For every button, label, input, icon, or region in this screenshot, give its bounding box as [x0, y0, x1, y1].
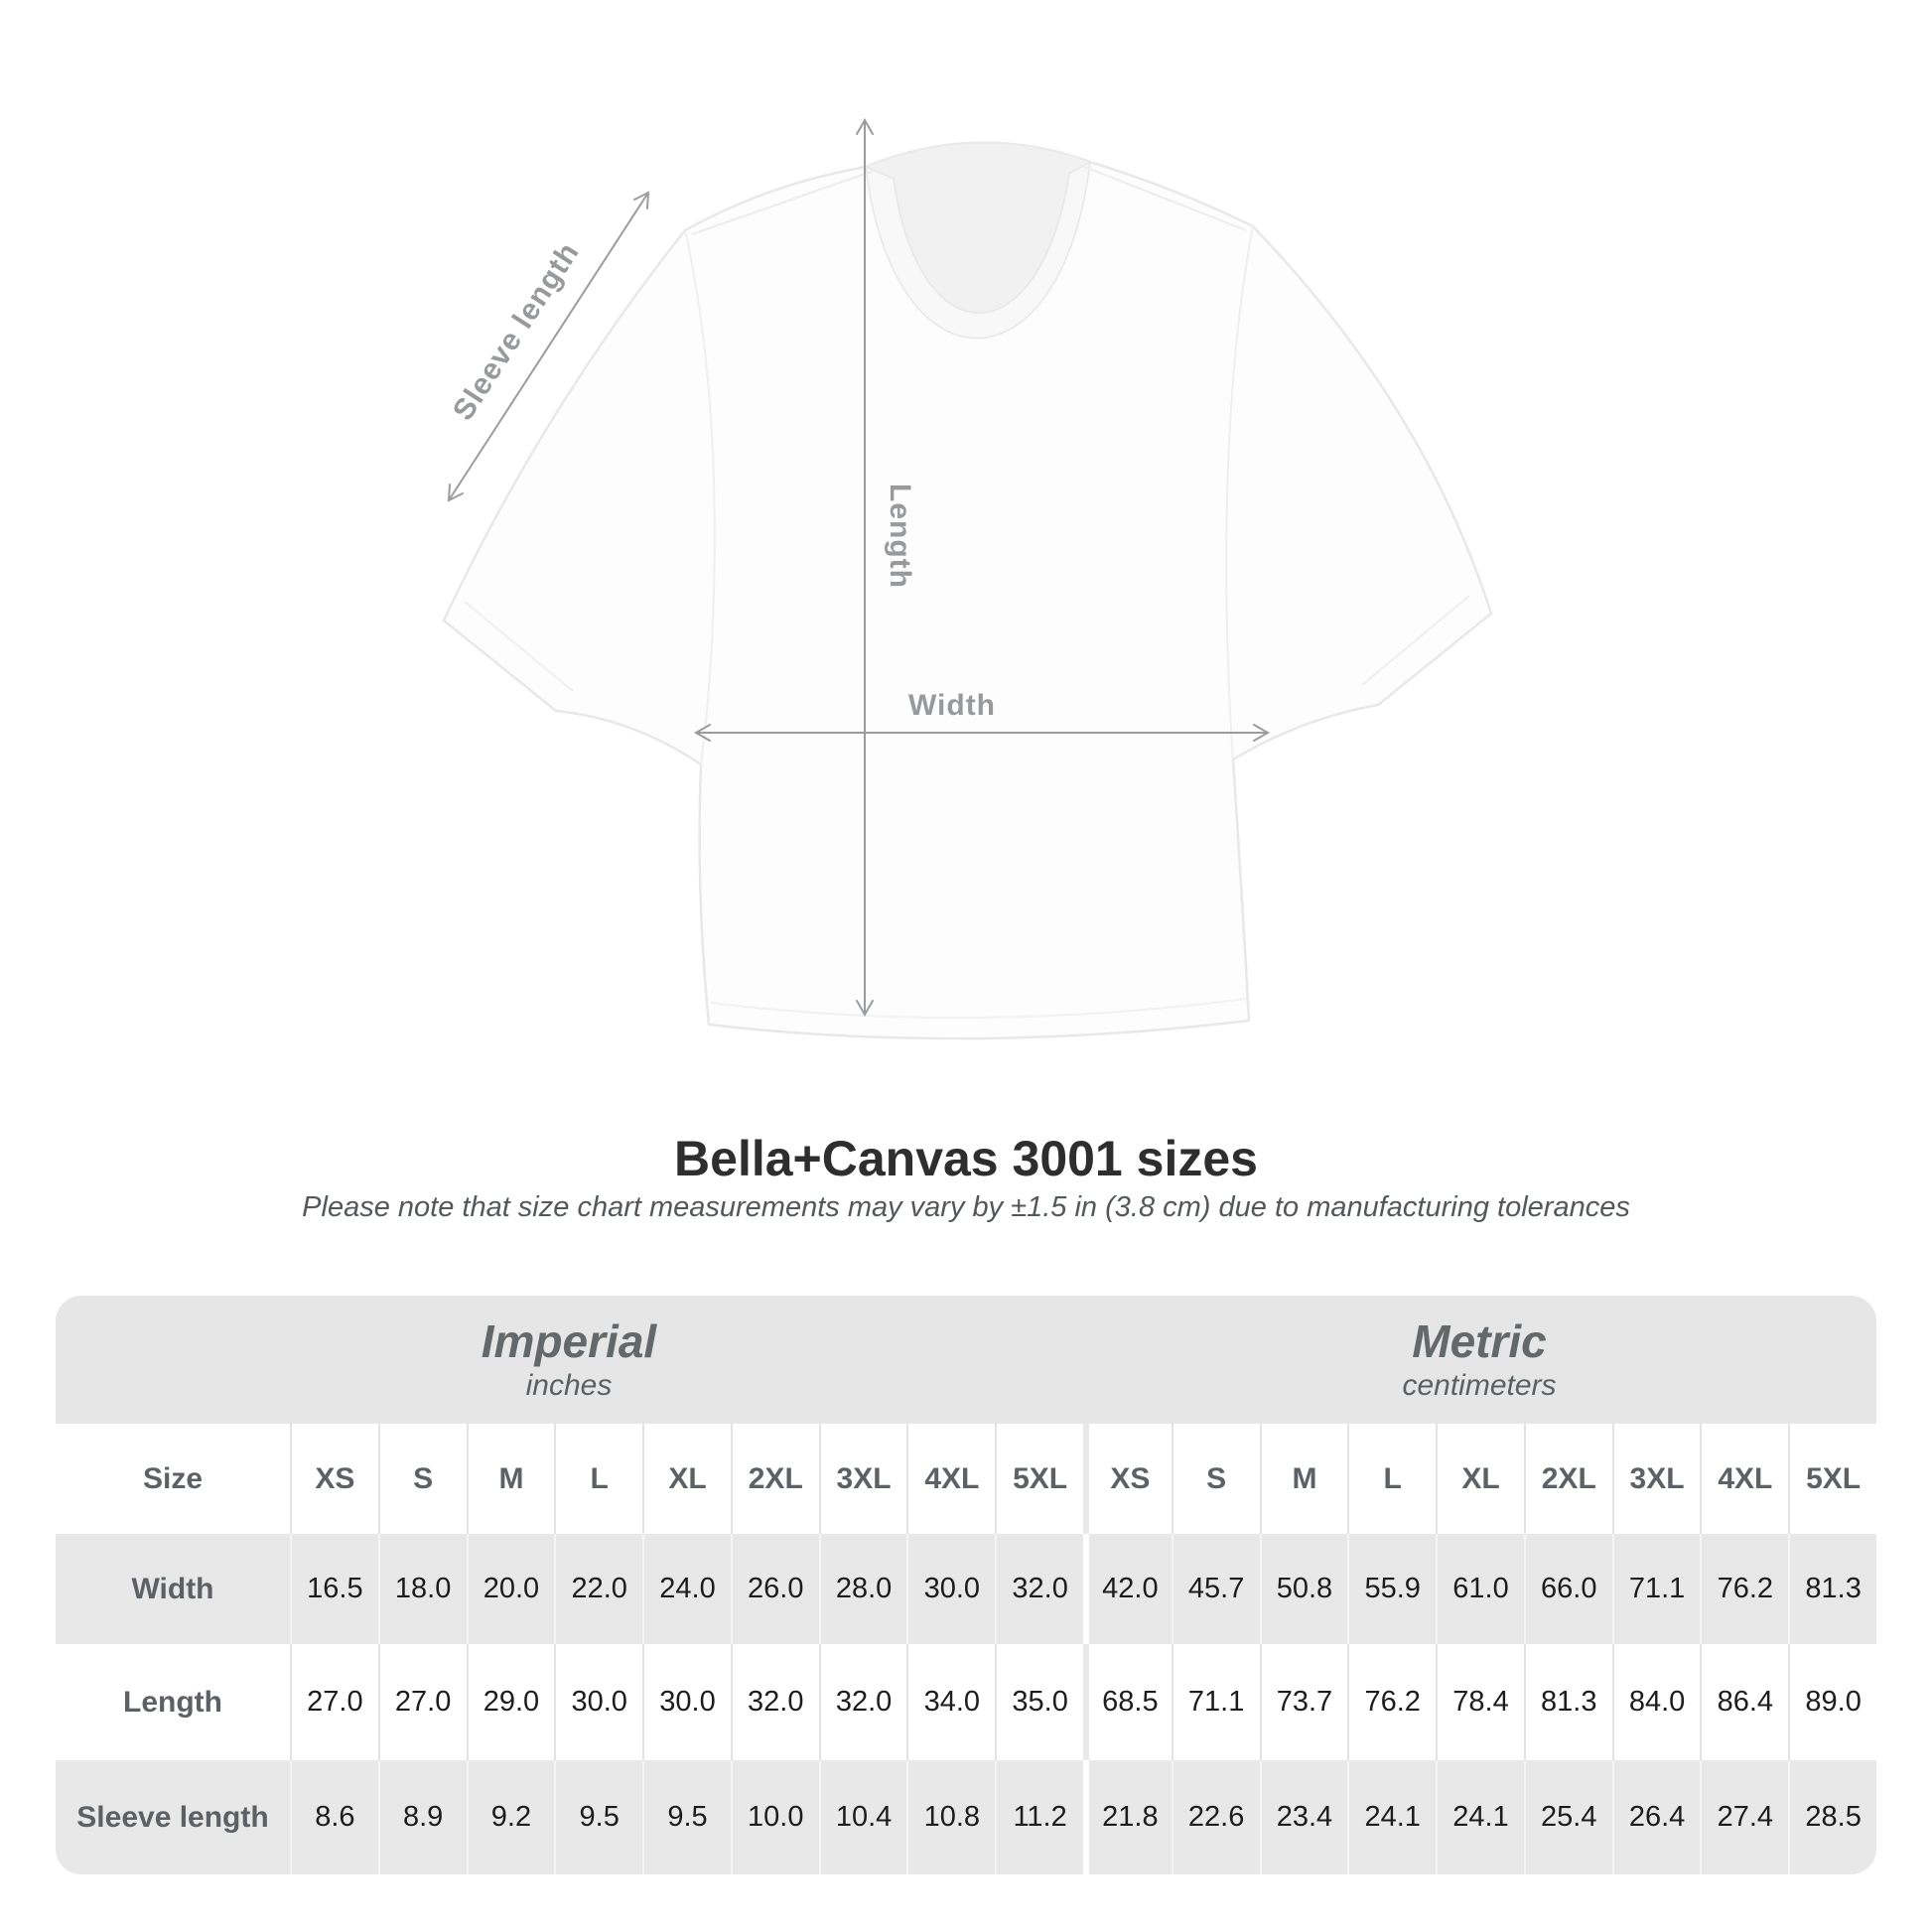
value-cell: 66.0 — [1524, 1534, 1612, 1644]
size-col-header: 2XL — [1524, 1424, 1612, 1534]
value-cell: 23.4 — [1260, 1760, 1348, 1874]
size-col-header: 5XL — [1788, 1424, 1876, 1534]
value-cell: 32.0 — [819, 1644, 907, 1760]
value-cell: 30.0 — [642, 1644, 731, 1760]
size-col-header: S — [378, 1424, 467, 1534]
value-cell: 10.4 — [819, 1760, 907, 1874]
size-col-header: 2XL — [731, 1424, 819, 1534]
value-cell: 73.7 — [1260, 1644, 1348, 1760]
width-row-label: Width — [131, 1572, 214, 1605]
value-cell: 10.8 — [906, 1760, 995, 1874]
value-cell: 81.3 — [1788, 1534, 1876, 1644]
value-cell: 20.0 — [467, 1534, 555, 1644]
size-table — [56, 1296, 1876, 1874]
value-cell: 24.0 — [642, 1534, 731, 1644]
value-cell: 21.8 — [1083, 1760, 1172, 1874]
size-col-header: S — [1172, 1424, 1260, 1534]
length-label: Length — [884, 483, 916, 589]
value-cell: 27.0 — [290, 1644, 378, 1760]
length-row — [56, 1644, 1876, 1760]
value-cell: 71.1 — [1612, 1534, 1701, 1644]
value-cell: 8.6 — [290, 1760, 378, 1874]
size-col-header: M — [1260, 1424, 1348, 1534]
value-cell: 50.8 — [1260, 1534, 1348, 1644]
value-cell: 16.5 — [290, 1534, 378, 1644]
value-cell: 86.4 — [1700, 1644, 1788, 1760]
value-cell: 45.7 — [1172, 1534, 1260, 1644]
value-cell: 11.2 — [995, 1760, 1083, 1874]
value-cell: 81.3 — [1524, 1644, 1612, 1760]
tshirt-illustration — [444, 143, 1491, 1038]
value-cell: 9.2 — [467, 1760, 555, 1874]
value-cell: 22.6 — [1172, 1760, 1260, 1874]
size-table-body — [56, 1424, 1876, 1874]
value-cell: 76.2 — [1347, 1644, 1436, 1760]
value-cell: 18.0 — [378, 1534, 467, 1644]
width-row — [56, 1534, 1876, 1644]
value-cell: 22.0 — [554, 1534, 642, 1644]
width-label: Width — [907, 689, 997, 722]
sleeve-length-row — [56, 1760, 1876, 1874]
size-col-header: 5XL — [995, 1424, 1083, 1534]
sleeve-length-row-label: Sleeve length — [76, 1800, 269, 1834]
value-cell: 34.0 — [906, 1644, 995, 1760]
metric-header — [1082, 1296, 1876, 1424]
value-cell: 10.0 — [731, 1760, 819, 1874]
unit-band — [56, 1296, 1876, 1424]
size-col-header: M — [467, 1424, 555, 1534]
page-title: Bella+Canvas 3001 sizes — [674, 1131, 1258, 1186]
value-cell: 35.0 — [995, 1644, 1083, 1760]
size-header-row — [56, 1424, 1876, 1534]
value-cell: 9.5 — [642, 1760, 731, 1874]
size-col-header: XS — [290, 1424, 378, 1534]
value-cell: 32.0 — [995, 1534, 1083, 1644]
size-col-header: 4XL — [1700, 1424, 1788, 1534]
value-cell: 24.1 — [1436, 1760, 1524, 1874]
size-col-header: L — [1347, 1424, 1436, 1534]
value-cell: 61.0 — [1436, 1534, 1524, 1644]
value-cell: 84.0 — [1612, 1644, 1701, 1760]
metric-unit: centimeters — [1402, 1369, 1557, 1403]
value-cell: 68.5 — [1083, 1644, 1172, 1760]
value-cell: 9.5 — [554, 1760, 642, 1874]
value-cell: 26.4 — [1612, 1760, 1701, 1874]
imperial-unit: inches — [525, 1369, 613, 1403]
value-cell: 30.0 — [906, 1534, 995, 1644]
value-cell: 78.4 — [1436, 1644, 1524, 1760]
length-row-label: Length — [123, 1685, 222, 1719]
value-cell: 30.0 — [554, 1644, 642, 1760]
value-cell: 71.1 — [1172, 1644, 1260, 1760]
value-cell: 29.0 — [467, 1644, 555, 1760]
imperial-name: Imperial — [481, 1314, 657, 1367]
size-col-header: 4XL — [906, 1424, 995, 1534]
value-cell: 25.4 — [1524, 1760, 1612, 1874]
value-cell: 27.4 — [1700, 1760, 1788, 1874]
size-col-header: 3XL — [819, 1424, 907, 1534]
value-cell: 32.0 — [731, 1644, 819, 1760]
value-cell: 76.2 — [1700, 1534, 1788, 1644]
value-cell: 8.9 — [378, 1760, 467, 1874]
value-cell: 28.0 — [819, 1534, 907, 1644]
size-col-header: XL — [1436, 1424, 1524, 1534]
value-cell: 27.0 — [378, 1644, 467, 1760]
value-cell: 26.0 — [731, 1534, 819, 1644]
page-subtitle: Please note that size chart measurements may vary by ±1.5 in (3.8 cm) due to manufacturing tolerances — [302, 1191, 1630, 1223]
imperial-header — [56, 1296, 1082, 1424]
metric-name: Metric — [1412, 1314, 1547, 1367]
value-cell: 42.0 — [1083, 1534, 1172, 1644]
size-col-header: 3XL — [1612, 1424, 1701, 1534]
size-header-row-label: Size — [142, 1461, 204, 1495]
size-col-header: XS — [1083, 1424, 1172, 1534]
value-cell: 55.9 — [1347, 1534, 1436, 1644]
sleeve-length-label: Sleeve length — [446, 236, 587, 427]
size-col-header: L — [554, 1424, 642, 1534]
value-cell: 24.1 — [1347, 1760, 1436, 1874]
value-cell: 28.5 — [1788, 1760, 1876, 1874]
size-col-header: XL — [642, 1424, 731, 1534]
value-cell: 89.0 — [1788, 1644, 1876, 1760]
